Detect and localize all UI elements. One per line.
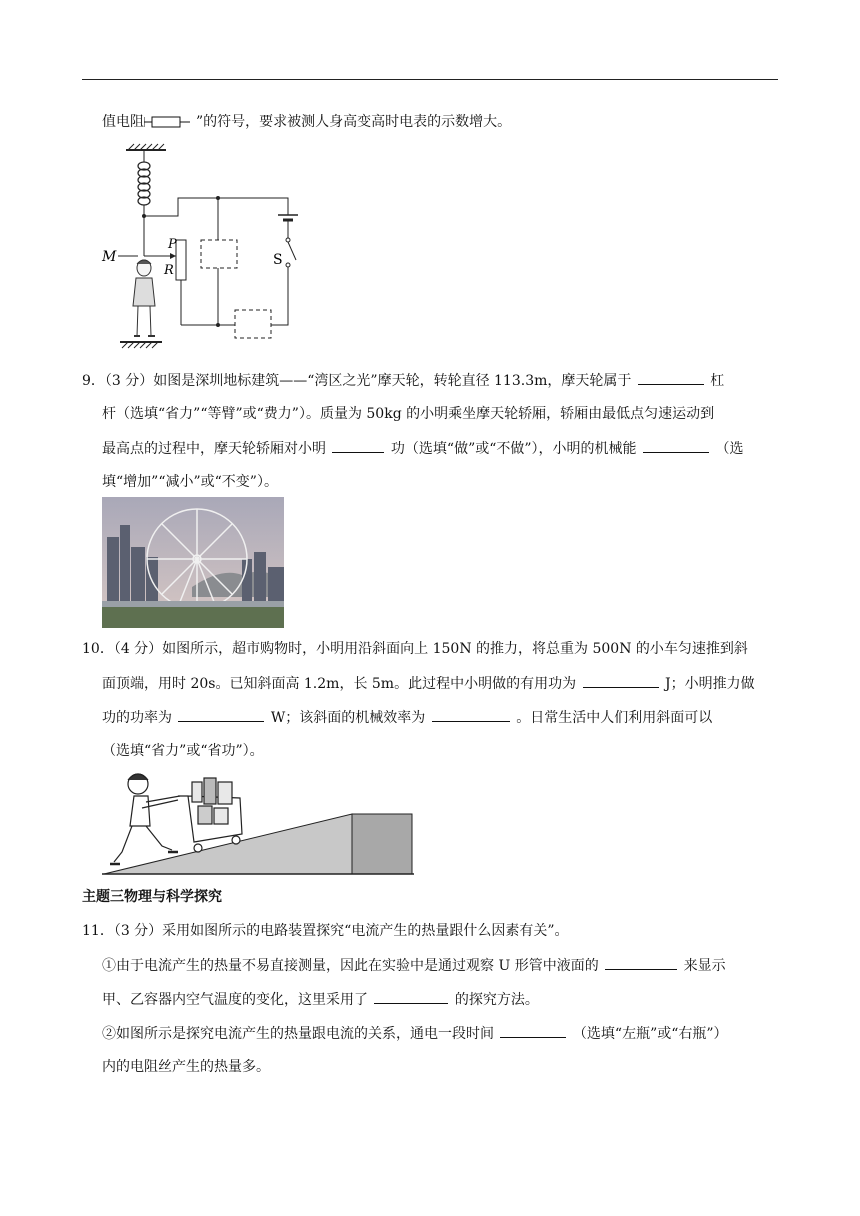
q9-line2: 杆（选填“省力”“等臂”或“费力”）。质量为 50kg 的小明乘坐摩天轮轿厢，轿厢由最低点匀速运动到 — [102, 406, 715, 422]
shopping-cart-icon — [178, 778, 242, 852]
resistor-symbol-icon — [144, 115, 196, 129]
q11-blank-3[interactable] — [500, 1023, 566, 1038]
label-S: S — [273, 252, 283, 268]
q9-blank-2[interactable] — [332, 438, 384, 453]
ferris-wheel-photo — [102, 497, 284, 628]
q9-blank-3[interactable] — [643, 438, 709, 453]
q11-blank-1[interactable] — [605, 955, 677, 970]
header-rule — [82, 79, 778, 80]
q10-line3: 功的功率为 W；该斜面的机械效率为 。日常生活中人们利用斜面可以 — [102, 707, 712, 728]
q11-line3: 甲、乙容器内空气温度的变化，这里采用了 的探究方法。 — [102, 989, 539, 1010]
q10-line2: 面顶端，用时 20s。已知斜面高 1.2m，长 5m。此过程中小明做的有用功为 J；小明推力做 — [102, 673, 755, 694]
label-R: R — [164, 263, 174, 278]
q11-line2: ①由于电流产生的热量不易直接测量，因此在实验中是通过观察 U 形管中液面的 来显示 — [102, 955, 726, 976]
q11-line4: ②如图所示是探究电流产生的热量跟电流的关系，通电一段时间 （选填“左瓶”或“右瓶”） — [102, 1023, 728, 1044]
q11-blank-2[interactable] — [374, 989, 448, 1004]
q10-blank-1[interactable] — [583, 673, 659, 688]
q9-blank-1[interactable] — [638, 370, 704, 385]
q10-blank-3[interactable] — [432, 707, 510, 722]
q10-line4: （选填“省力”或“省功”）。 — [102, 743, 264, 759]
height-meter-circuit-diagram — [98, 140, 308, 355]
q11-line1: 11．（3 分）采用如图所示的电路装置探究“电流产生的热量跟什么因素有关”。 — [82, 923, 569, 939]
incline-cart-figure — [100, 768, 420, 880]
q9-line4: 填“增加”“减小”或“不变”）。 — [102, 474, 278, 490]
q8-tail-text: 值电阻 ”的符号，要求被测人身高变高时电表的示数增大。 — [102, 114, 512, 130]
q11-line5: 内的电阻丝产生的热量多。 — [102, 1059, 270, 1075]
label-P: P — [168, 237, 177, 252]
q9-line1: 9．（3 分）如图是深圳地标建筑——“湾区之光”摩天轮，转轮直径 113.3m，摩天轮属于 杠 — [82, 370, 724, 391]
person-figure-icon — [133, 260, 155, 336]
boy-pushing-cart-icon — [110, 774, 180, 864]
q10-line1: 10．（4 分）如图所示，超市购物时，小明用沿斜面向上 150N 的推力，将总重为 500N 的小车匀速推到斜 — [82, 641, 748, 657]
label-M: M — [102, 249, 117, 265]
q9-line3: 最高点的过程中，摩天轮轿厢对小明 功（选填“做”或“不做”），小明的机械能 （选 — [102, 438, 743, 459]
q10-blank-2[interactable] — [178, 707, 264, 722]
section-title: 主题三物理与科学探究 — [82, 889, 222, 905]
